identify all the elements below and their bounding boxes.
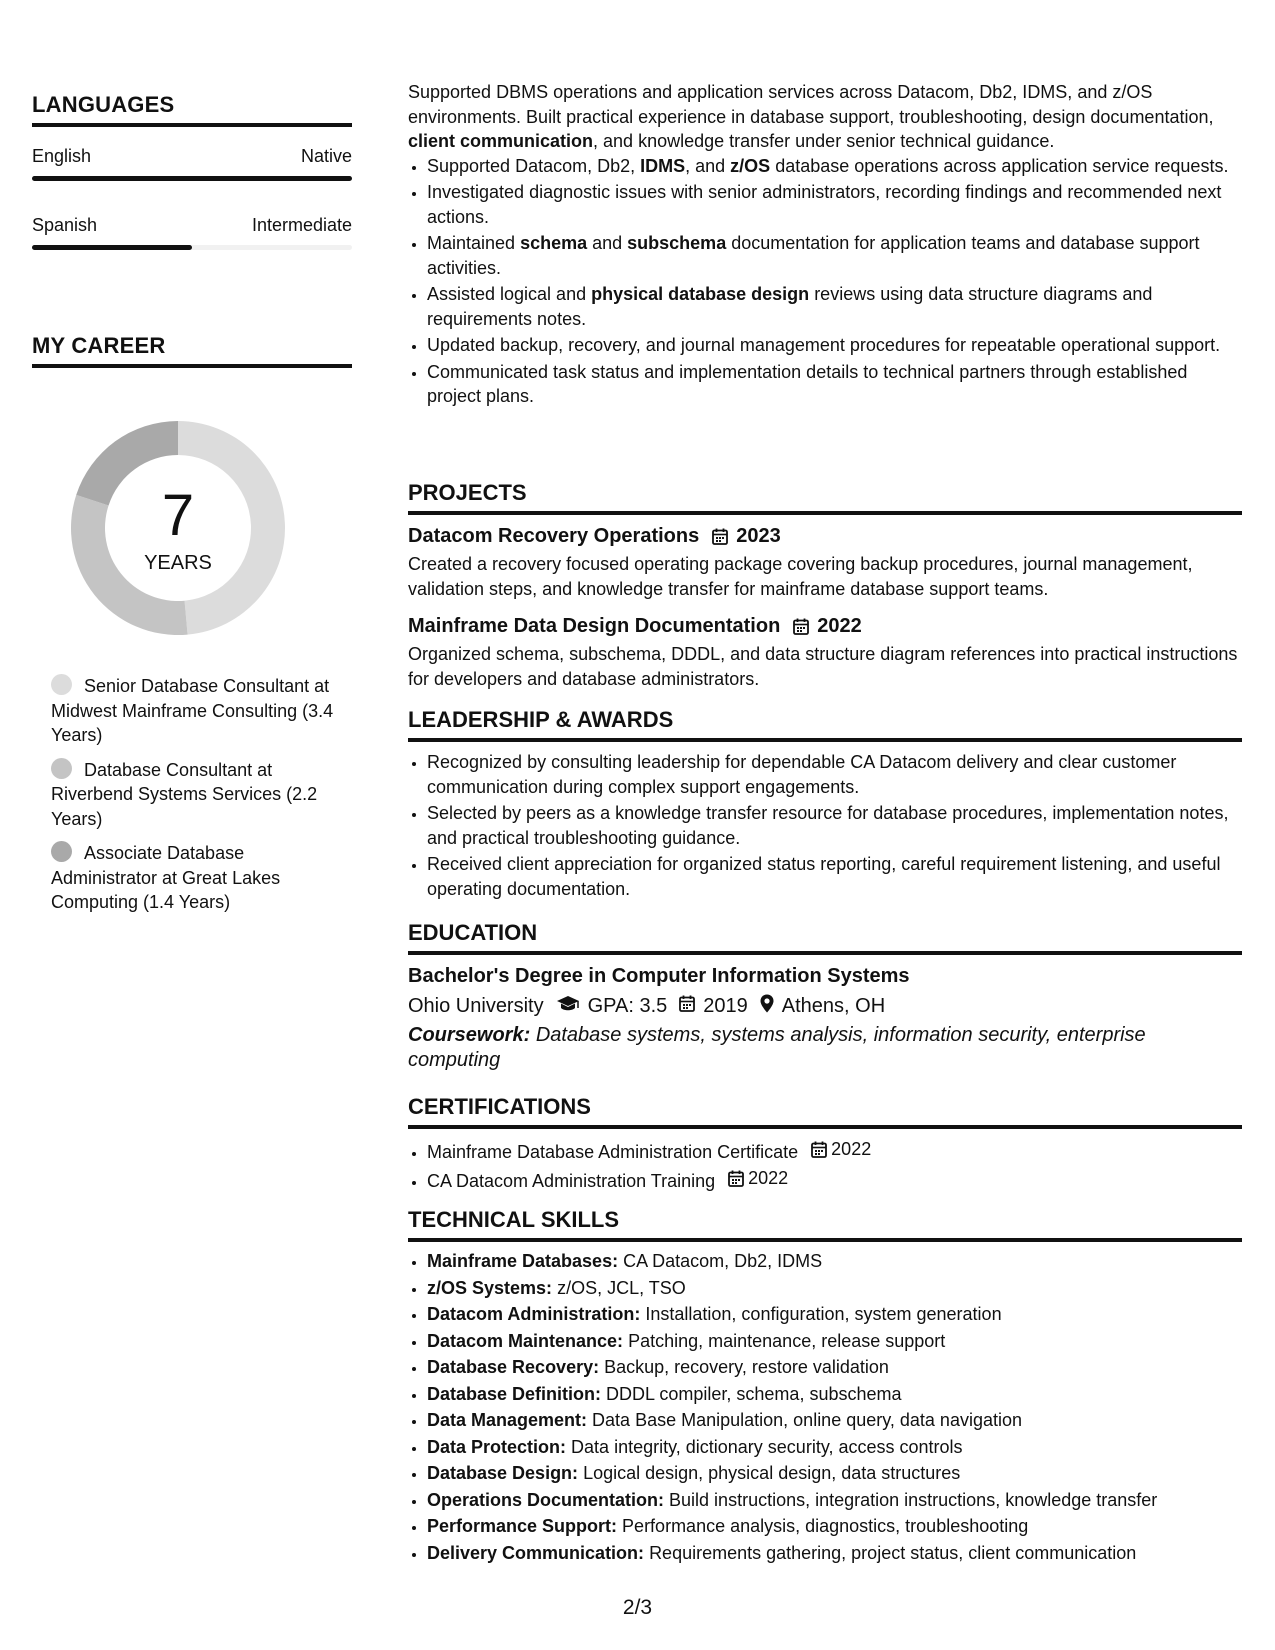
- calendar-icon: [679, 995, 695, 1018]
- experience-section: [408, 80, 1242, 411]
- career-donut-chart: [66, 416, 290, 640]
- skill-item: [427, 1514, 1242, 1539]
- skill-label: Delivery Communication:: [427, 1542, 645, 1563]
- career-legend-label: Senior Database Consultant at Midwest Mainframe Consulting (3.4 Years): [51, 676, 334, 745]
- project-title-row: [408, 525, 1242, 548]
- leadership-section: [408, 707, 1242, 903]
- skill-value: Backup, recovery, restore validation: [604, 1357, 889, 1377]
- career-legend-item: [51, 674, 341, 748]
- languages-heading: LANGUAGES: [32, 92, 352, 127]
- experience-bullet: • Updated backup, recovery, and journal management procedures for repeatable operational support.: [427, 333, 1242, 358]
- skill-value: Data integrity, dictionary security, access controls: [571, 1436, 963, 1457]
- project-description: Created a recovery focused operating package covering backup procedures, journal management, validation steps, and knowledge transfer for mainframe database support teams.: [408, 554, 1193, 599]
- certification-year: 2022: [748, 1168, 789, 1189]
- skill-value: CA Datacom, Db2, IDMS: [623, 1251, 823, 1271]
- experience-bullet: • Maintained schema and subschema documentation for application teams and database support activities.: [427, 231, 1242, 280]
- education-meta: [408, 994, 1242, 1019]
- school-name: Ohio University: [408, 995, 544, 1017]
- project-title-row: [408, 615, 1242, 638]
- skill-label: Database Design:: [427, 1463, 579, 1483]
- leadership-heading: LEADERSHIP & AWARDS: [408, 707, 1242, 742]
- career-legend: [51, 674, 341, 925]
- leadership-bullets: [408, 750, 1242, 901]
- legend-dot: [51, 674, 72, 695]
- certifications-list: [408, 1137, 1242, 1194]
- skill-value: DDDL compiler, schema, subschema: [606, 1383, 902, 1404]
- coursework-text: Database systems, systems analysis, information security, enterprise computing: [408, 1024, 1146, 1071]
- certification-name: Mainframe Database Administration Certificate: [427, 1141, 799, 1162]
- language-proficiency-fill: [32, 176, 352, 181]
- experience-bullet: • Communicated task status and implementation details to technical partners through established project plans.: [427, 360, 1242, 409]
- language-proficiency-bar: [32, 176, 352, 181]
- language-proficiency-bar: [32, 245, 352, 250]
- legend-dot: [51, 841, 72, 862]
- skill-label: Database Recovery:: [427, 1357, 600, 1377]
- skill-item: [427, 1488, 1242, 1513]
- coursework-label: Coursework:: [408, 1024, 531, 1046]
- skill-value: Requirements gathering, project status, client communication: [649, 1542, 1137, 1563]
- skills-section: [408, 1207, 1242, 1567]
- graduation-cap-icon: [556, 995, 580, 1019]
- skill-item: [427, 1355, 1242, 1380]
- experience-summary: [408, 80, 1242, 154]
- skill-value: Data Base Manipulation, online query, data navigation: [592, 1410, 1022, 1430]
- calendar-icon: [793, 618, 809, 635]
- skill-label: Datacom Maintenance:: [427, 1330, 624, 1351]
- skill-value: z/OS, JCL, TSO: [557, 1277, 686, 1298]
- project-year: 2023: [736, 525, 781, 547]
- project-description: Organized schema, subschema, DDDL, and data structure diagram references into practical instructions for developers and database administrators.: [408, 644, 1238, 689]
- calendar-icon: [728, 1170, 744, 1187]
- summary-emphasis: client communication: [408, 131, 594, 151]
- skill-item: [427, 1461, 1242, 1486]
- skill-item: [427, 1329, 1242, 1354]
- skill-item: [427, 1302, 1242, 1327]
- certifications-heading: CERTIFICATIONS: [408, 1094, 1242, 1129]
- certifications-section: [408, 1094, 1242, 1196]
- language-name: English: [32, 146, 92, 166]
- skill-item: [427, 1408, 1242, 1433]
- skill-value: Installation, configuration, system generation: [645, 1304, 1002, 1324]
- skill-item: [427, 1276, 1242, 1301]
- skill-item: [427, 1541, 1242, 1566]
- skill-label: z/OS Systems:: [427, 1277, 553, 1298]
- skill-label: Mainframe Databases:: [427, 1251, 619, 1271]
- projects-section: [408, 480, 1242, 691]
- projects-heading: PROJECTS: [408, 480, 1242, 515]
- experience-bullets: [408, 154, 1242, 409]
- certification-item: [427, 1137, 1242, 1164]
- skill-label: Performance Support:: [427, 1516, 618, 1536]
- leadership-bullet: • Received client appreciation for organized status reporting, careful requirement listening, and useful operating documentation.: [427, 852, 1242, 901]
- degree-title: Bachelor's Degree in Computer Information Systems: [408, 965, 910, 987]
- career-total-years: 7: [161, 483, 195, 548]
- graduation-year: 2019: [703, 995, 748, 1017]
- experience-bullet: • Assisted logical and physical database design reviews using data structure diagrams and requirements notes.: [427, 282, 1242, 331]
- education-heading: EDUCATION: [408, 920, 1242, 955]
- skill-item: [427, 1382, 1242, 1407]
- summary-text: Supported DBMS operations and application services across Datacom, Db2, IDMS, and z/OS environments. Built practical experience in database support, troubleshooting, design documentation,: [408, 82, 1214, 127]
- language-proficiency-fill: [32, 245, 192, 250]
- skill-label: Database Definition:: [427, 1383, 602, 1404]
- skills-heading: TECHNICAL SKILLS: [408, 1207, 1242, 1242]
- certification-item: [427, 1166, 1242, 1193]
- skill-item: [427, 1435, 1242, 1460]
- skill-value: Logical design, physical design, data structures: [583, 1463, 961, 1483]
- legend-dot: [51, 758, 72, 779]
- experience-bullet: • Supported Datacom, Db2, IDMS, and z/OS database operations across application service requests.: [427, 154, 1242, 179]
- experience-bullet: • Investigated diagnostic issues with senior administrators, recording findings and recommended next actions.: [427, 180, 1242, 229]
- skill-label: Data Protection:: [427, 1436, 567, 1457]
- skill-label: Datacom Administration:: [427, 1304, 641, 1324]
- skill-value: Performance analysis, diagnostics, troubleshooting: [622, 1516, 1029, 1536]
- school-location: Athens, OH: [781, 995, 886, 1017]
- skill-item: [427, 1249, 1242, 1274]
- project-title: Mainframe Data Design Documentation: [408, 615, 781, 637]
- project-year: 2022: [817, 615, 862, 637]
- language-level: Intermediate: [251, 215, 352, 235]
- leadership-bullet: • Recognized by consulting leadership for dependable CA Datacom delivery and clear customer communication during complex support engagements.: [427, 750, 1242, 799]
- skill-value: Patching, maintenance, release support: [628, 1330, 946, 1351]
- career-legend-item: [51, 841, 341, 915]
- career-total-unit: YEARS: [144, 552, 212, 574]
- page-number: 2/3: [622, 1596, 653, 1619]
- skill-label: Data Management:: [427, 1410, 588, 1430]
- language-level: Native: [300, 146, 352, 166]
- skills-list: [408, 1249, 1242, 1565]
- language-name: Spanish: [32, 215, 98, 235]
- calendar-icon: [811, 1141, 827, 1158]
- leadership-bullet: • Selected by peers as a knowledge transfer resource for database procedures, implementation notes, and practical troubleshooting guidance.: [427, 801, 1242, 850]
- project-title: Datacom Recovery Operations: [408, 525, 700, 547]
- skill-value: Build instructions, integration instructions, knowledge transfer: [669, 1489, 1158, 1510]
- summary-text: , and knowledge transfer under senior technical guidance.: [593, 131, 1055, 151]
- career-heading: MY CAREER: [32, 333, 352, 368]
- education-section: [408, 920, 1242, 1073]
- certification-year: 2022: [831, 1139, 872, 1159]
- gpa: GPA: 3.5: [587, 995, 668, 1017]
- certification-name: CA Datacom Administration Training: [427, 1171, 716, 1191]
- career-legend-label: Associate Database Administrator at Great Lakes Computing (1.4 Years): [51, 843, 281, 912]
- skill-label: Operations Documentation:: [427, 1489, 665, 1510]
- career-legend-label: Database Consultant at Riverbend Systems Services (2.2 Years): [51, 759, 318, 829]
- map-pin-icon: [760, 994, 774, 1019]
- calendar-icon: [712, 528, 728, 545]
- coursework: [408, 1023, 1242, 1073]
- career-legend-item: [51, 758, 341, 832]
